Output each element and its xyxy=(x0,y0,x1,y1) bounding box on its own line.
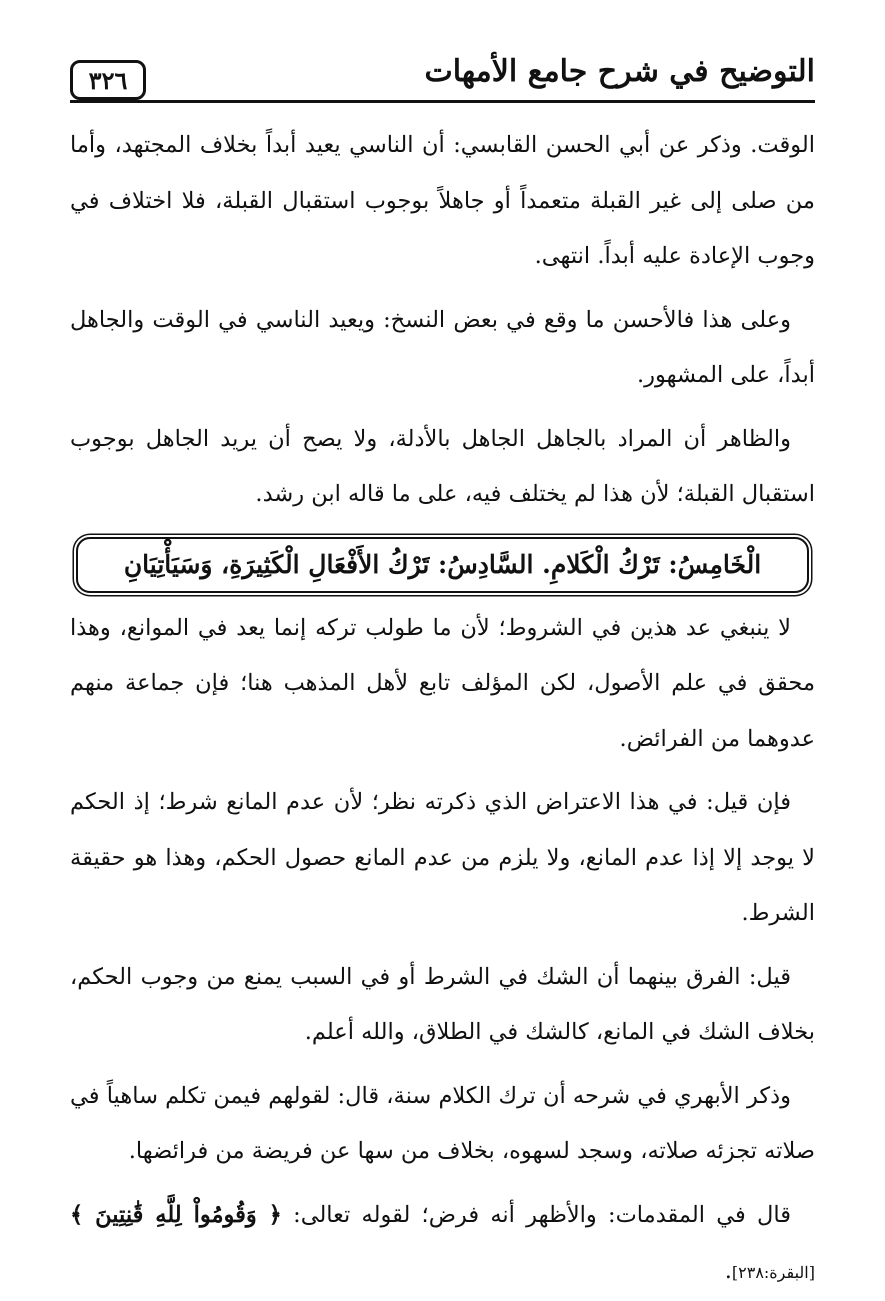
paragraph: وذكر الأبهري في شرحه أن ترك الكلام سنة، قال: لقولهم فيمن تكلم ساهياً في صلاته تجزئه صلاته، وسجد لسهوه، بخلاف من سها عن فريضة من فرائضها. xyxy=(70,1082,815,1164)
paragraph: قيل: الفرق بينهما أن الشك في الشرط أو في السبب يمنع من وجوب الحكم، بخلاف الشك في المانع، كالشك في الطلاق، والله أعلم. xyxy=(70,963,815,1045)
body-text xyxy=(70,118,815,1301)
paragraph: فإن قيل: في هذا الاعتراض الذي ذكرته نظر؛ لأن عدم المانع شرط؛ إذ الحكم لا يوجد إلا إذا عدم المانع، ولا يلزم من عدم المانع حصول الحكم، وهذا هو حقيقة الشرط. xyxy=(70,789,815,926)
paragraph: وعلى هذا فالأحسن ما وقع في بعض النسخ: ويعيد الناسي في الوقت والجاهل أبداً، على المشهور. xyxy=(70,306,815,388)
paragraph-text: قال في المقدمات: والأظهر أنه فرض؛ لقوله تعالى: xyxy=(281,1201,791,1228)
paragraph: والظاهر أن المراد بالجاهل الجاهل بالأدلة، ولا يصح أن يريد الجاهل بوجوب استقبال القبلة؛ لأن هذا لم يختلف فيه، على ما قاله ابن رشد. xyxy=(70,425,815,507)
paragraph-end: . xyxy=(724,1258,732,1284)
page-number: ٣٢٦ xyxy=(70,60,146,100)
quran-verse: ﴿ وَقُومُواْ لِلَّهِ قَٰنِتِينَ ﴾ xyxy=(70,1201,282,1228)
section-heading: الْخَامِسُ: تَرْكُ الْكَلامِ. السَّادِسُ: تَرْكُ الأَفْعَالِ الْكَثِيرَةِ، وَسَيَأْتِيَانِ xyxy=(76,537,809,593)
verse-citation: [البقرة:٢٣٨] xyxy=(731,1263,815,1282)
paragraph-last xyxy=(70,1188,815,1301)
page-header xyxy=(70,48,815,104)
paragraph: الوقت. وذكر عن أبي الحسن القابسي: أن الناسي يعيد أبداً بخلاف المجتهد، وأما من صلى إلى غير القبلة متعمداً أو جاهلاً بوجوب استقبال القبلة، فلا اختلاف في وجوب الإعادة عليه أبداً. انتهى. xyxy=(70,132,815,269)
paragraph: لا ينبغي عد هذين في الشروط؛ لأن ما طولب تركه إنما يعد في الموانع، وهذا محقق في علم الأصول، لكن المؤلف تابع لأهل المذهب هنا؛ فإن جماعة منهم عدوهما من الفرائض. xyxy=(70,614,815,752)
header-rule xyxy=(70,100,815,103)
running-title: التوضيح في شرح جامع الأمهات xyxy=(424,54,815,89)
